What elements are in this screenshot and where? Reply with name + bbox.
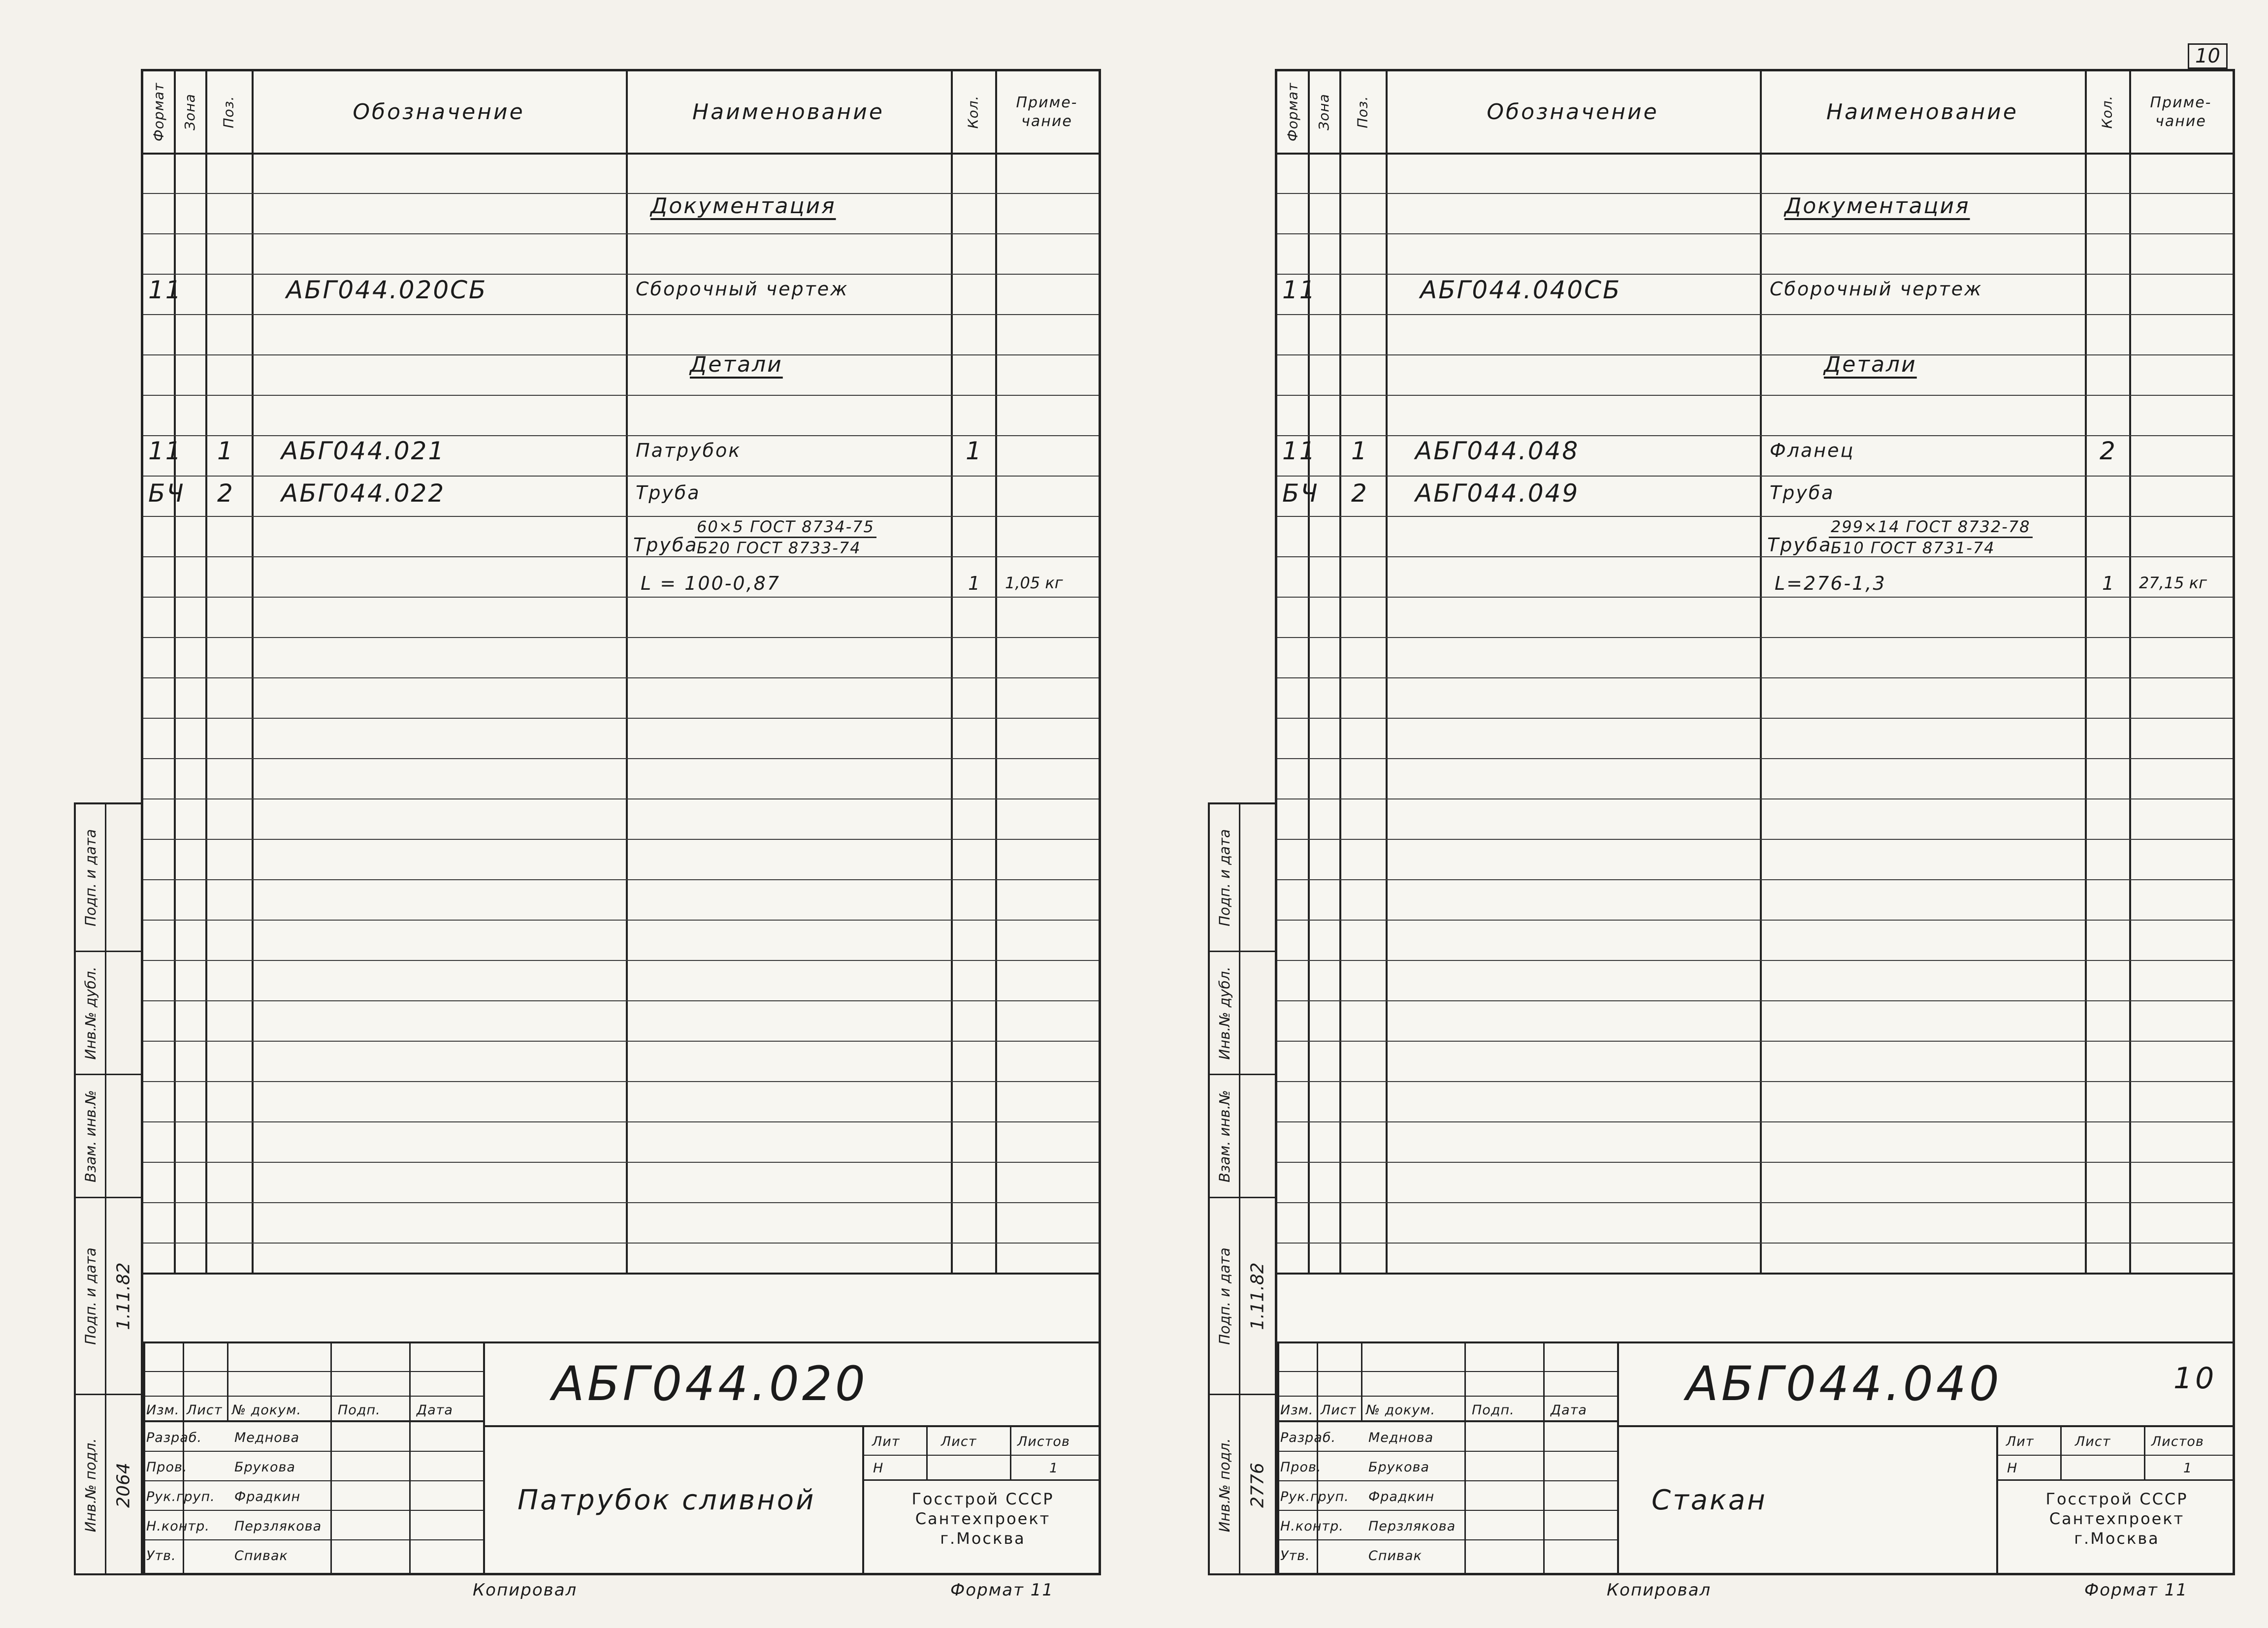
row-rule	[1277, 1162, 2233, 1163]
footer-format: Формат 11	[950, 1580, 1054, 1600]
side-stamp	[74, 802, 141, 1575]
row-rule	[143, 516, 1099, 517]
length-qty: 1	[968, 573, 982, 594]
tb-label-izm: Изм.	[1280, 1403, 1314, 1418]
row-rule	[143, 1202, 1099, 1203]
row-rule	[143, 677, 1099, 678]
tb-name: Патрубок сливной	[518, 1484, 816, 1516]
row-rule	[1277, 1000, 2233, 1001]
length-value: L = 100-0,87	[641, 573, 781, 594]
stamp-label: Подп. и дата	[1216, 1247, 1233, 1345]
tb-label-data: Дата	[417, 1403, 453, 1418]
tb-org-line2: Сантехпроект	[2049, 1509, 2185, 1528]
part1-designation: АБГ044.021	[281, 437, 446, 465]
length-qty: 1	[2102, 573, 2116, 594]
row-rule	[143, 1041, 1099, 1042]
row-rule	[1277, 597, 2233, 598]
tb-label-n-kontr: Н.контр.	[146, 1519, 210, 1534]
row-rule	[143, 556, 1099, 557]
header-designation: Обозначение	[1487, 99, 1659, 125]
section-parts: Детали	[1824, 352, 1917, 377]
part1-qty: 2	[2100, 437, 2117, 465]
row-rule	[1277, 516, 2233, 517]
tb-label-sheet: Лист	[941, 1434, 977, 1449]
tb-label-list: Лист	[1321, 1403, 1357, 1418]
stamp-label: Инв.№ дубл.	[1216, 966, 1233, 1060]
tb-label-razrab: Разраб.	[1280, 1430, 1336, 1445]
material-fraction	[1829, 517, 2033, 558]
part1-qty: 1	[966, 437, 983, 465]
title-block	[1277, 1341, 2233, 1573]
tb-designation: АБГ044.020	[552, 1356, 868, 1411]
section-documentation: Документация	[1784, 193, 1970, 219]
sheet-stakan	[1134, 0, 2268, 1628]
header-zone: Зона	[181, 94, 198, 130]
row-rule	[143, 1243, 1099, 1244]
tb-label-prov: Пров.	[1280, 1460, 1322, 1475]
tb-sheets-value: 1	[1049, 1461, 1059, 1476]
header-note: Приме- чание	[1016, 94, 1078, 130]
stamp-podp-data	[76, 1198, 141, 1395]
stamp-podp-data2	[76, 804, 141, 952]
stamp-inv-value: 2776	[1247, 1463, 1268, 1508]
row-rule	[143, 839, 1099, 840]
row-rule	[143, 233, 1099, 234]
part1-designation: АБГ044.048	[1415, 437, 1580, 465]
row-rule	[143, 1081, 1099, 1082]
stamp-vzam-inv	[1210, 1075, 1275, 1198]
part2-name: Труба	[636, 482, 701, 504]
tb-label-ruk-grup: Рук.груп.	[1280, 1489, 1349, 1504]
stamp-label: Инв.№ подл.	[82, 1438, 99, 1532]
row-rule	[143, 879, 1099, 880]
doc-name: Сборочный чертеж	[636, 278, 849, 300]
stamp-inv-dubl	[1210, 952, 1275, 1075]
tb-label-ndokum: № докум.	[1366, 1403, 1436, 1418]
side-stamp	[1208, 802, 1275, 1575]
material-grade: Б10 ГОСТ 8731-74	[1831, 539, 1995, 557]
stamp-date-value: 1.11.82	[113, 1262, 134, 1330]
page-number: 10	[2188, 43, 2228, 69]
doc-designation: АБГ044.040СБ	[1420, 276, 1621, 304]
row-rule	[143, 314, 1099, 315]
row-rule	[143, 718, 1099, 719]
stamp-podp-data	[1210, 1198, 1275, 1395]
material-grade: Б20 ГОСТ 8733-74	[697, 539, 861, 557]
part1-format: 11	[1282, 437, 1317, 465]
tb-label-sheets: Листов	[1017, 1434, 1070, 1449]
length-value: L=276-1,3	[1775, 573, 1886, 594]
stamp-label: Взам. инв.№	[1216, 1089, 1233, 1182]
stamp-inv-dubl	[76, 952, 141, 1075]
mass-value: 1,05 кг	[1005, 574, 1063, 592]
tb-label-ndokum: № докум.	[232, 1403, 302, 1418]
row-rule	[1277, 233, 2233, 234]
row-rule	[1277, 758, 2233, 759]
footer-format: Формат 11	[2084, 1580, 2188, 1600]
tb-person-n-kontr: Перзлякова	[1368, 1519, 1456, 1534]
spec-table	[1277, 71, 2233, 1273]
row-rule	[1277, 1121, 2233, 1122]
row-rule	[1277, 395, 2233, 396]
tb-person-ruk-grup: Фрадкин	[234, 1489, 301, 1504]
row-rule	[143, 395, 1099, 396]
material-spec: 60×5 ГОСТ 8734-75	[695, 517, 876, 538]
tb-label-razrab: Разраб.	[146, 1430, 202, 1445]
tb-org-line3: г.Москва	[2074, 1529, 2160, 1548]
row-rule	[1277, 879, 2233, 880]
header-zone: Зона	[1315, 94, 1332, 130]
part2-pos: 2	[217, 479, 234, 508]
stamp-inv-podl	[76, 1395, 141, 1575]
row-rule	[1277, 839, 2233, 840]
tb-org-line2: Сантехпроект	[915, 1509, 1051, 1528]
tb-label-utv: Утв.	[146, 1548, 176, 1564]
tb-side-number: 10	[2173, 1361, 2217, 1396]
tb-label-data: Дата	[1551, 1403, 1587, 1418]
header-qty: Кол.	[2099, 95, 2115, 129]
tb-label-ruk-grup: Рук.груп.	[146, 1489, 215, 1504]
spec-table	[143, 71, 1099, 1273]
tb-lit-value: Н	[873, 1461, 884, 1476]
tb-organization	[2001, 1489, 2233, 1548]
tb-label-list: Лист	[187, 1403, 223, 1418]
row-rule	[1277, 476, 2233, 477]
tb-label-utv: Утв.	[1280, 1548, 1310, 1564]
tb-person-prov: Брукова	[234, 1460, 295, 1475]
part1-name: Фланец	[1770, 440, 1855, 461]
row-rule	[1277, 354, 2233, 355]
tb-label-prov: Пров.	[146, 1460, 188, 1475]
row-rule	[1277, 1243, 2233, 1244]
tb-lit-value: Н	[2007, 1461, 2018, 1476]
tb-label-lit: Лит	[2006, 1434, 2034, 1449]
row-rule	[143, 1162, 1099, 1163]
tb-label-sheets: Листов	[2151, 1434, 2204, 1449]
part1-name: Патрубок	[636, 440, 742, 461]
sheet-frame	[1275, 69, 2235, 1575]
header-designation: Обозначение	[353, 99, 525, 125]
row-rule	[1277, 1041, 2233, 1042]
section-parts: Детали	[690, 352, 783, 377]
tb-person-utv: Спивак	[234, 1548, 288, 1564]
row-rule	[143, 637, 1099, 638]
material-prefix: Труба	[633, 534, 698, 556]
tb-person-prov: Брукова	[1368, 1460, 1429, 1475]
row-rule	[143, 920, 1099, 921]
row-rule	[1277, 677, 2233, 678]
row-rule	[143, 1121, 1099, 1122]
tb-sheets-value: 1	[2183, 1461, 2193, 1476]
doc-format: 11	[148, 276, 183, 304]
row-rule	[143, 597, 1099, 598]
header-pos: Поз.	[220, 96, 237, 128]
row-rule	[143, 274, 1099, 275]
row-rule	[143, 354, 1099, 355]
tb-person-razrab: Меднова	[1368, 1430, 1434, 1445]
title-block	[143, 1341, 1099, 1573]
header-name: Наименование	[1826, 99, 2018, 125]
doc-name: Сборочный чертеж	[1770, 278, 1983, 300]
row-rule	[1277, 193, 2233, 194]
part2-name: Труба	[1770, 482, 1835, 504]
tb-org-line3: г.Москва	[940, 1529, 1026, 1548]
row-rule	[143, 798, 1099, 799]
part2-pos: 2	[1351, 479, 1368, 508]
part1-format: 11	[148, 437, 183, 465]
row-rule	[143, 1000, 1099, 1001]
stamp-inv-value: 2064	[113, 1463, 134, 1508]
mass-value: 27,15 кг	[2139, 574, 2207, 592]
header-name: Наименование	[692, 99, 884, 125]
row-rule	[1277, 314, 2233, 315]
stamp-date-value: 1.11.82	[1247, 1262, 1268, 1330]
tb-designation: АБГ044.040	[1686, 1356, 2002, 1411]
tb-person-ruk-grup: Фрадкин	[1368, 1489, 1435, 1504]
doc-format: 11	[1282, 276, 1317, 304]
stamp-vzam-inv	[76, 1075, 141, 1198]
part1-pos: 1	[217, 437, 234, 465]
footer-copied: Копировал	[473, 1580, 578, 1600]
part2-format: БЧ	[148, 479, 185, 508]
row-rule	[1277, 960, 2233, 961]
row-rule	[1277, 637, 2233, 638]
stamp-label: Подп. и дата	[82, 1247, 99, 1345]
header-format: Формат	[1284, 82, 1301, 142]
header-pos: Поз.	[1354, 96, 1371, 128]
row-rule	[1277, 1202, 2233, 1203]
tb-label-podp: Подп.	[1472, 1403, 1515, 1418]
header-format: Формат	[150, 82, 167, 142]
row-rule	[1277, 920, 2233, 921]
row-rule	[143, 435, 1099, 436]
part2-format: БЧ	[1282, 479, 1319, 508]
tb-org-line1: Госстрой СССР	[911, 1490, 1054, 1508]
stamp-label: Взам. инв.№	[82, 1089, 99, 1182]
footer-copied: Копировал	[1607, 1580, 1712, 1600]
stamp-podp-data2	[1210, 804, 1275, 952]
row-rule	[1277, 435, 2233, 436]
tb-name: Стакан	[1652, 1484, 1767, 1516]
stamp-label: Подп. и дата	[1216, 829, 1233, 926]
header-qty: Кол.	[965, 95, 981, 129]
part1-pos: 1	[1351, 437, 1368, 465]
material-fraction	[695, 517, 876, 558]
tb-label-n-kontr: Н.контр.	[1280, 1519, 1344, 1534]
stamp-inv-podl	[1210, 1395, 1275, 1575]
row-rule	[1277, 798, 2233, 799]
row-rule	[1277, 274, 2233, 275]
tb-organization	[867, 1489, 1099, 1548]
tb-person-utv: Спивак	[1368, 1548, 1422, 1564]
tb-label-izm: Изм.	[146, 1403, 180, 1418]
row-rule	[1277, 556, 2233, 557]
tb-label-lit: Лит	[872, 1434, 900, 1449]
tb-person-n-kontr: Перзлякова	[234, 1519, 322, 1534]
material-spec: 299×14 ГОСТ 8732-78	[1829, 517, 2033, 538]
stamp-label: Инв.№ дубл.	[82, 966, 99, 1060]
tb-label-sheet: Лист	[2075, 1434, 2111, 1449]
part2-designation: АБГ044.049	[1415, 479, 1580, 508]
tb-person-razrab: Меднова	[234, 1430, 300, 1445]
row-rule	[143, 758, 1099, 759]
part2-designation: АБГ044.022	[281, 479, 446, 508]
stamp-label: Подп. и дата	[82, 829, 99, 926]
stamp-label: Инв.№ подл.	[1216, 1438, 1233, 1532]
row-rule	[143, 193, 1099, 194]
row-rule	[1277, 1081, 2233, 1082]
sheet-frame	[141, 69, 1101, 1575]
row-rule	[1277, 718, 2233, 719]
section-documentation: Документация	[650, 193, 836, 219]
row-rule	[143, 476, 1099, 477]
row-rule	[143, 960, 1099, 961]
header-note: Приме- чание	[2150, 94, 2212, 130]
doc-designation: АБГ044.020СБ	[286, 276, 487, 304]
material-prefix: Труба	[1767, 534, 1832, 556]
tb-label-podp: Подп.	[338, 1403, 381, 1418]
tb-org-line1: Госстрой СССР	[2045, 1490, 2188, 1508]
